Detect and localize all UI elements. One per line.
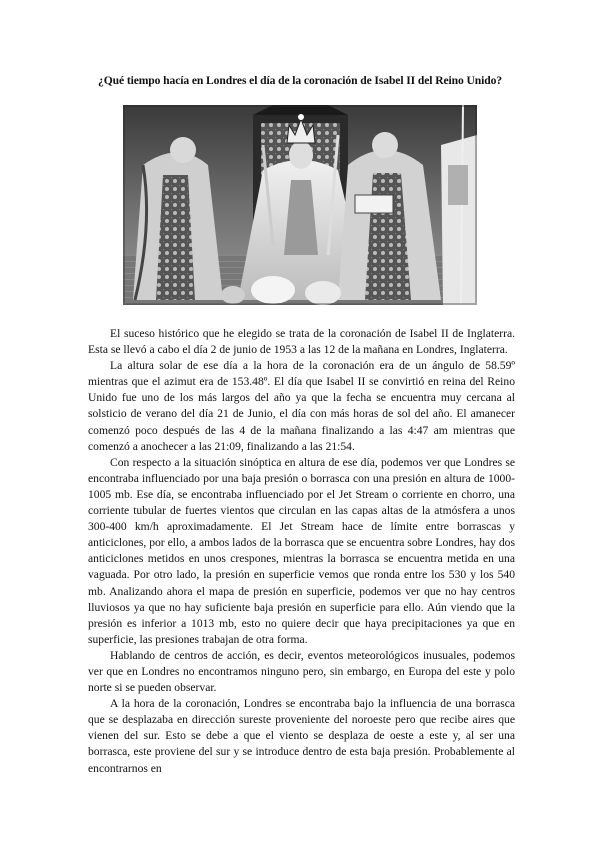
paragraph: Hablando de centros de acción, es decir, eventos meteorológicos inusuales, podemos ver que en Londres no encontramos ninguno pero, sin embargo, en Europa del este y polo norte si se pueden observar. bbox=[88, 648, 515, 695]
paragraph: Con respecto a la situación sinóptica en altura de ese día, podemos ver que Londres se encontraba influenciado por una baja presión o borrasca con una presión en altura de 1000-1005 mb. Ese día, se encontraba influenciado por el Jet Stream o corriente en chorro, una corriente tubular de fuertes vientos que circulan en las capas altas de la atmósfera a unos 300-400 km/h aproximadamente. El Jet Stream hace de límite entre borrascas y anticiclones, por ello, a ambos lados de la borrasca que se encuentra sobre Londres, hay dos anticiclones metidos en unos crespones, mientras la borrasca se encuentra metida en una vaguada. Por otro lado, la presión en superficie vemos que ronda entre los 530 y los 540 mb. Analizando ahora el mapa de presión en superficie, podemos ver que no hay centros lluviosos ya que no hay suficiente baja presión en superficie para ello. Aún viendo que la presión es inferior a 1013 mb, esto no quiere decir que haya precipitaciones ya que en superficie, las presiones trabajan de otra forma. bbox=[88, 455, 515, 646]
paragraph: La altura solar de ese día a la hora de la coronación era de un ángulo de 58.59º mientras que el azimut era de 153.48º. El día que Isabel II se convirtió en reina del Reino Unido fue uno de los más largos del año ya que la fecha se encuentra muy cercana al solsticio de verano del día 21 de Junio, el día con más horas de sol del año. El amanecer comenzó poco después de las 4 de la mañana finalizando a las 4:47 am mientras que comenzó a anochecer a las 21:09, finalizando a las 21:54. bbox=[88, 359, 515, 453]
document-body bbox=[88, 326, 515, 777]
document-title: ¿Qué tiempo hacía en Londres el día de la coronación de Isabel II del Reino Unido? bbox=[98, 74, 502, 87]
paragraph: A la hora de la coronación, Londres se encontraba bajo la influencia de una borrasca que se desplazaba en dirección sureste proveniente del noroeste pero que recibe aires que vienen del sur. Esto se debe a que el viento se desplaza de oeste a este y, al ser una borrasca, este proviene del sur y se introduce dentro de esta baja presión. Probablemente al encontrarnos en bbox=[88, 697, 515, 775]
coronation-photo bbox=[123, 105, 477, 305]
paragraph: El suceso histórico que he elegido se trata de la coronación de Isabel II de Inglaterra. Esta se llevó a cabo el día 2 de junio de 1953 a las 12 de la mañana en Londres, Inglaterra. bbox=[88, 327, 515, 357]
